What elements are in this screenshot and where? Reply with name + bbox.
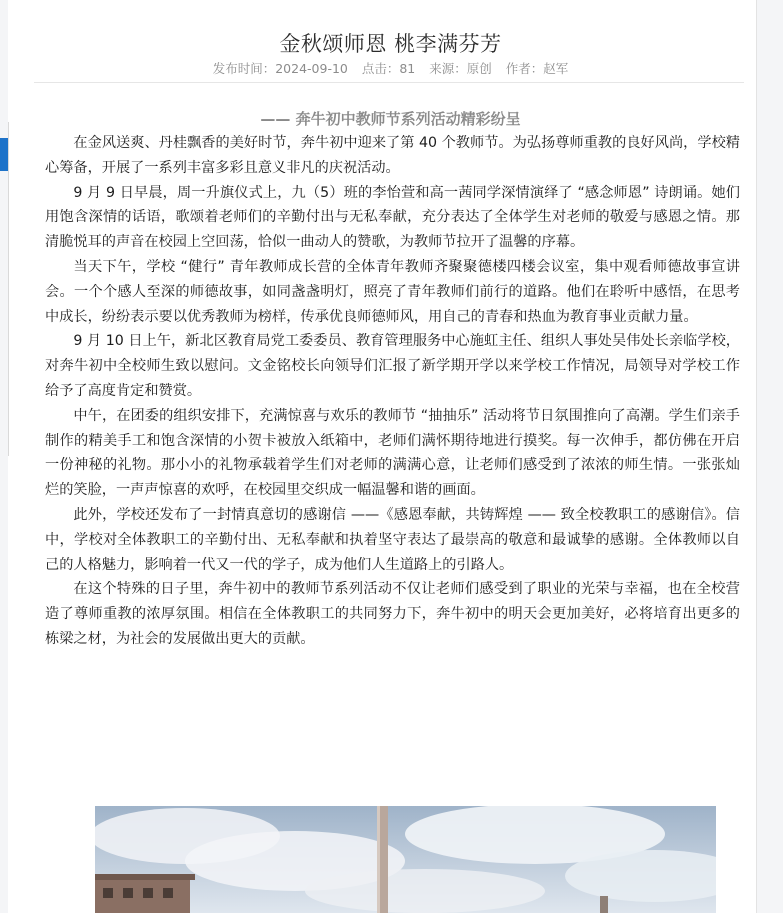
right-side-panel — [756, 0, 783, 913]
article-author: 作者：赵军 — [505, 61, 569, 76]
article-photo — [95, 806, 716, 913]
article-meta — [24, 59, 757, 77]
click-count: 点击：81 — [361, 61, 416, 76]
publish-time: 发布时间：2024-09-10 — [212, 61, 348, 76]
paragraph: 9 月 10 日上午，新北区教育局党工委委员、教育管理服务中心施虹主任、组织人事处吴伟处长亲临学校，对奔牛初中全校师生致以慰问。文金铭校长向领导们汇报了新学期开学以来学校工作情况，局领导对学校工作给予了高度肯定和赞赏。 — [45, 333, 740, 399]
paragraph: 9 月 9 日早晨，周一升旗仪式上，九（5）班的李怡萱和高一茜同学深情演绎了 “感念师恩” 诗朗诵。她们用饱含深情的话语，歌颂着老师们的辛勤付出与无私奉献，充分表达了全体学生对老师的敬爱与感恩之情。那清脆悦耳的声音在校园上空回荡，恰似一曲动人的赞歌，为教师节拉开了温馨的序幕。 — [45, 184, 740, 251]
article-container — [24, 0, 757, 913]
paragraph: 此外，学校还发布了一封情真意切的感谢信 ——《感恩奉献，共铸辉煌 —— 致全校教职工的感谢信》。信中，学校对全体教职工的辛勤付出、无私奉献和执着坚守表达了最崇高的敬意和最诚挚的感谢。全体教师以自己的人格魅力，影响着一代又一代的学子，成为他们人生道路上的引路人。 — [45, 506, 740, 573]
meta-divider — [34, 82, 744, 83]
paragraph: 在这个特殊的日子里，奔牛初中的教师节系列活动不仅让老师们感受到了职业的光荣与幸福，也在全校营造了尊师重教的浓厚氛围。相信在全体教职工的共同努力下，奔牛初中的明天会更加美好，必将培育出更多的栋梁之材，为社会的发展做出更大的贡献。 — [45, 581, 740, 647]
paragraph: 中午，在团委的组织安排下，充满惊喜与欢乐的教师节 “抽抽乐” 活动将节日氛围推向了高潮。学生们亲手制作的精美手工和饱含深情的小贺卡被放入纸箱中，老师们满怀期待地进行摸奖。每一次伸手，都仿佛在开启一份神秘的礼物。那小小的礼物承载着学生们对老师的满满心意，让老师们感受到了浓浓的师生情。一张张灿烂的笑脸，一声声惊喜的欢呼，在校园里交织成一幅温馨和谐的画面。 — [45, 407, 740, 499]
article-subtitle: —— 奔牛初中教师节系列活动精彩纷呈 — [260, 110, 521, 128]
article-body — [45, 131, 740, 652]
left-nav-tab[interactable] — [0, 138, 8, 171]
left-panel-edge — [0, 122, 9, 456]
paragraph: 当天下午，学校 “健行” 青年教师成长营的全体青年教师齐聚聚德楼四楼会议室，集中观看师德故事宣讲会。一个个感人至深的师德故事，如同盏盏明灯，照亮了青年教师们前行的道路。他们在聆听中感悟，在思考中成长，纷纷表示要以优秀教师为榜样，传承优良师德师风，用自己的青春和热血为教育事业贡献力量。 — [45, 258, 740, 325]
article-source: 来源：原创 — [429, 61, 492, 76]
campus-photo-image — [95, 806, 716, 913]
article-title: 金秋颂师恩 桃李满芬芳 — [279, 32, 502, 57]
paragraph: 在金风送爽、丹桂飘香的美好时节，奔牛初中迎来了第 40 个教师节。为弘扬尊师重教的良好风尚，学校精心筹备，开展了一系列丰富多彩且意义非凡的庆祝活动。 — [45, 135, 740, 176]
